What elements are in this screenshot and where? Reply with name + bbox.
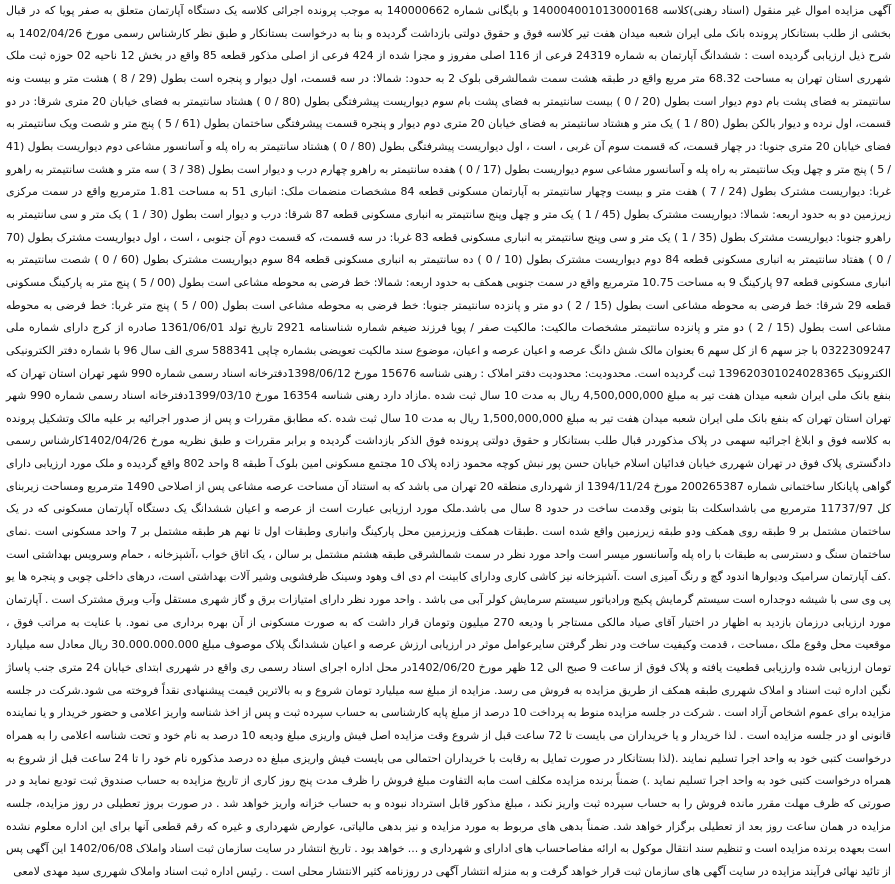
auction-notice-text: آگهی مزایده اموال غیر منقول (اسناد رهنی)کلاسه 140004001013000168 و بایگانی شماره 140000662 به موجب پرونده اجرائی کلاسه یک دستگاه آپارتمان متعلق به صفر پویا که در قبال بخشی از طلب بستانکار پرونده بانک ملی ایران شعبه میدان هفت تیر کلاسه فوق و حقوق دولتی بازداشت گردیده و بنا به درخواست بستانکار و طبق نظر کارشناس رسمی مورخ 1402/04/26 به شرح ذیل ارزیابی گردیده است : ششدانگ آپارتمان به شماره 24319 فرعی از 116 اصلی مفروز و مجزا شده از 424 فرعی از اصلی مذکور قطعه 85 واقع در بخش 12 ناحیه 02 حوزه ثبت ملک شهرری استان تهران به مساحت 68.32 متر مربع واقع در طبقه هشت سمت شمالشرقی بلوک 2 به حدود: شمالا: در سه قسمت، اول دیوار و پنجره است بطول (29 / 8 ) هشت متر و بیست ونه سانتیمتر به فضای پشت بام دوم دیوار است بطول (20 / 0 ) بیست سانتیمتر به فضای پشت بام سوم دیواریست پیشرفتگی بطول (80 / 0 ) هشتاد سانتیمتر به فضای خیابان 20 متری شرقا: در دو قسمت، اول نرده و دیوار بالکن بطول (80 / 1 ) یک متر و هشتاد سانتیمتر به فضای خیابان 20 متری دوم دیوار و پنجره قسمت پیشرفتگی ساختمان بطول (61 / 5 ) پنج متر و شصت ویک سانتیمتر به فضای خیابان 20 متری جنوبا: در چهار قسمت، که قسمت سوم آن غربی ، است ، اول دیواریست پیشرفتگی بطول (80 / 0 ) هشتاد سانتیمتر به راه پله و آسانسور مشاعی دوم دیواریست بطول (41 / 5 ) پنج متر و چهل ویک سانتیمتر به راه پله و آسانسور مشاعی سوم دیواریست بطول (17 / 0 ) هفده سانتیمتر به راهرو چهارم درب و دیوار است بطول (38 / 3 ) سه متر و هشت سانتیمتر به راهرو غربا: دیواریست مشترک بطول (24 / 7 ) هفت متر و بیست وچهار سانتیمتر به آپارتمان مسکونی قطعه 84 مشخصات منضمات ملک: انباری 51 به مساحت 1.81 مترمربع واقع در سمت مرکزی زیرزمین دو به حدود اربعه: شمالا: دیواریست مشترک بطول (45 / 1 ) یک متر و چهل وپنج سانتیمتر به انباری مسکونی قطعه 87 شرقا: درب و دیوار است بطول (30 / 1 ) یک متر و سی سانتیمتر به راهرو جنوبا: دیواریست مشترک بطول (35 / 1 ) یک متر و سی وپنج سانتیمتر به انباری مسکونی قطعه 83 غربا: در سه قسمت، که قسمت دوم آن جنوبی ، است ، اول دیواریست مشترک بطول (70 / 0 ) هفتاد سانتیمتر به انباری مسکونی قطعه 84 دوم دیواریست مشترک بطول (10 / 0 ) ده سانتیمتر به انباری مسکونی قطعه 84 سوم دیواریست مشترک بطول (60 / 0 ) شصت سانتیمتر به انباری مسکونی قطعه 97 پارکینگ 9 به مساحت 10.75 مترمربع واقع در سمت جنوبی همکف به حدود اربعه: شمالا: خط فرضی به محوطه مشاعی است بطول (00 / 5 ) پنج متر به پارکینگ مسکونی قطعه 29 شرقا: خط فرضی به محوطه مشاعی است بطول (15 / 2 ) دو متر و پانزده سانتیمتر جنوبا: خط فرضی به محوطه مشاعی است بطول (00 / 5 ) پنج متر غربا: خط فرضی به محوطه مشاعی است بطول (15 / 2 ) دو متر و پانزده سانتیمتر مشخصات مالکیت: مالکیت صفر / پویا فرزند ضیغم شماره شناسنامه 2921 تاریخ تولد 1361/06/01 صادره از کرج دارای شماره ملی 0322309247 با جز سهم 6 از کل سهم 6 بعنوان مالک شش دانگ عرصه و اعیان عرصه و اعیان، موضوع سند مالکیت تعویضی بشماره چاپی 588341 سری الف سال 96 با شماره دفتر الکترونیکی الکترونیک 139620301024028365 ثبت گردیده است. محدودیت: محدودیت دفتر املاک : رهنی شناسه 15676 مورخ 1398/06/12دفترخانه اسناد رسمی شماره 990 شهر تهران استان تهران که بنفع بانک ملی ایران شعبه میدان هفت تیر به مبلغ 4,500,000,000 ریال به مدت 10 سال ثبت شده .مازاد دارد رهنی شناسه 16354 مورخ 1399/03/10دفترخانه اسناد رسمی شماره 990 شهر تهران استان تهران که بنفع بانک ملی ایران شعبه میدان هفت تیر به مبلغ 1,500,000,000 ریال به مدت 10 سال ثبت شده .که مطابق مقررات و پس از صدور اجرائیه بر علیه مالک وتشکیل پرونده به کلاسه فوق و ابلاغ اجرائیه سهمی در پلاک مذکوردر قبال طلب بستانکار و حقوق دولتی پرونده فوق الذکر بازداشت گردیده و برابر مقررات و طبق نظریه مورخ 1402/04/26کارشناس رسمی دادگستری پلاک فوق در تهران شهرری خیابان فدائیان اسلام خیابان حسن پور نبش کوچه محمود زاده پلاک 10 مجتمع مسکونی امین بلوک آ طبقه 8 واحد 802 واقع گردیده و ملک مورد ارزیابی دارای گواهی پایانکار ساختمانی شماره 200265387 مورخ 1394/11/24 از شهرداری منطقه 20 تهران می باشد که به استناد آن مساحت عرصه مشاعی پس از اصلاحی 1490 مترمربع ومساحت زیربنای کل 11737/97 مترمربع می باشداسکلت بتا بتونی وقدمت ساخت در حدود 8 سال می باشد.ملک مورد ارزیابی عبارت است از عرصه و اعیان ششدانگ یک دستگاه آپارتمان مسکونی که در یک ساختمان مشتمل بر 9 طبقه روی همکف ودو طبقه زیرزمین واقع شده است .طبقات همکف وزیرزمین محل پارکینگ وانباری وطبقات اول تا نهم هر طبقه مشتمل بر 7 واحد مسکونی است .نمای ساختمان سنگ و دسترسی به طبقات با راه پله وآسانسور میسر است واحد مورد نظر در سمت شمالشرقی طبقه هشتم مشتمل بر سالن ، یک اتاق خواب ،آشپزخانه ، حمام وسرویس بهداشتی است .کف آپارتمان سرامیک ودیوارها اندود گچ و رنگ آمیزی است .آشپزخانه نیز کاشی کاری ودارای کابینت ام دی اف وهود وسینک ظرفشویی وشیر آلات بهداشتی است، درهای داخلی چوبی و پنجره ها یو پی وی سی با شیشه دوجداره است سیستم گرمایش پکیج ورادیاتور سیستم سرمایش کولر آبی می باشد . واحد مورد نظر دارای امتیازات برق و گاز شهری مستقل وآب وبرق مشترک است . آپارتمان مورد ارزیابی درزمان بازدید به اظهار در اختیار آقای صیاد مالکی مستاجر با ودیعه 270 میلیون وتومان قرار داشت که به صورت مسکونی از آن بهره برداری می نمود. با عنایت به مراتب فوق ، موقعیت محل وقوع ملک ،مساحت ، قدمت وکیفیت ساخت ودر نظر گرفتن سایرعوامل موثر در ارزیابی ارزش عرصه و اعیان ششدانگ پلاک موصوف مبلغ 30.000.000.000 ریال معادل سه میلیارد تومان ارزیابی شده وارزیابی قطعیت یافته و پلاک فوق از ساعت 9 صبح الی 12 ظهر مورخ 1402/06/20در محل اداره اجرای اسناد رسمی ری واقع در شهرری ابتدای خیابان 24 متری جنب پاساژ نگین اداره ثبت اسناد و املاک شهرری طبقه همکف از طریق مزایده به فروش می رسد. مزایده از مبلغ سه میلیارد تومان شروع و به بالاترین قیمت پیشنهادی نقداً فروخته می شود.شرکت در جلسه مزایده برای عموم اشخاص آزاد است . شرکت در جلسه مزایده منوط به پرداخت 10 درصد از مبلغ پایه کارشناسی به حساب سپرده ثبت و پس از اخذ شناسه واریز اعلامی و حضور خریدار و یا نماینده قانونی او در جلسه مزایده است . لذا خریدار و یا خریداران می بایست تا 72 ساعت قبل از شروع وقت مزایده اصل فیش واریزی مبلغ ودیعه 10 درصد به نام خود و تحت شناسه اعلامی را به همراه درخواست کتبی خود به واحد اجرا تسلیم نمایند .(لذا بستانکار در صورت تمایل به رقابت با خریداران احتمالی می بایست فیش واریزی مبلغ ده درصد مذکوره نام خود را تا 24 ساعت قبل از شروع به همراه درخواست کتبی خود به واحد اجرا تسلیم نماید .) ضمناً برنده مزایده مکلف است مابه التفاوت مبلغ فروش را ظرف مدت پنج روز کاری از تاریخ مزایده به حساب صندوق ثبت تودیع نماید و در صورتی که ظرف مهلت مقرر مانده فروش را به حساب سپرده ثبت واریز نکند ، مبلغ مذکور قابل استرداد نبوده و به حساب خزانه واریز خواهد شد . در صورت بروز تعطیلی در روز مزایده، جلسه مزایده در همان ساعت روز بعد از تعطیلی برگزار خواهد شد. ضمناً بدهی های مربوط به مورد مزایده و نیز بدهی مالیاتی، عوارض شهرداری و غیره که رقم قطعی آنها برای این اداره معلوم نشده است بعهده برنده مزایده است و تنظیم سند انتقال موکول به ارائه مفاصاحساب های ادارای و شهرداری و ... خواهد بود . تاریخ انتشار در سایت سازمان ثبت اسناد واملاک 1402/06/08 این آگهی پس از تائید نهائی فرآیند مزایده در سایت آگهی های سازمان ثبت قرار خواهد گرفت و به منزله انتشار آگهی در روزنامه کثیر الانتشار محلی است . رئیس اداره ثبت اسناد واملاک شهرری سید مهدی لامعی — [6, 4, 892, 878]
